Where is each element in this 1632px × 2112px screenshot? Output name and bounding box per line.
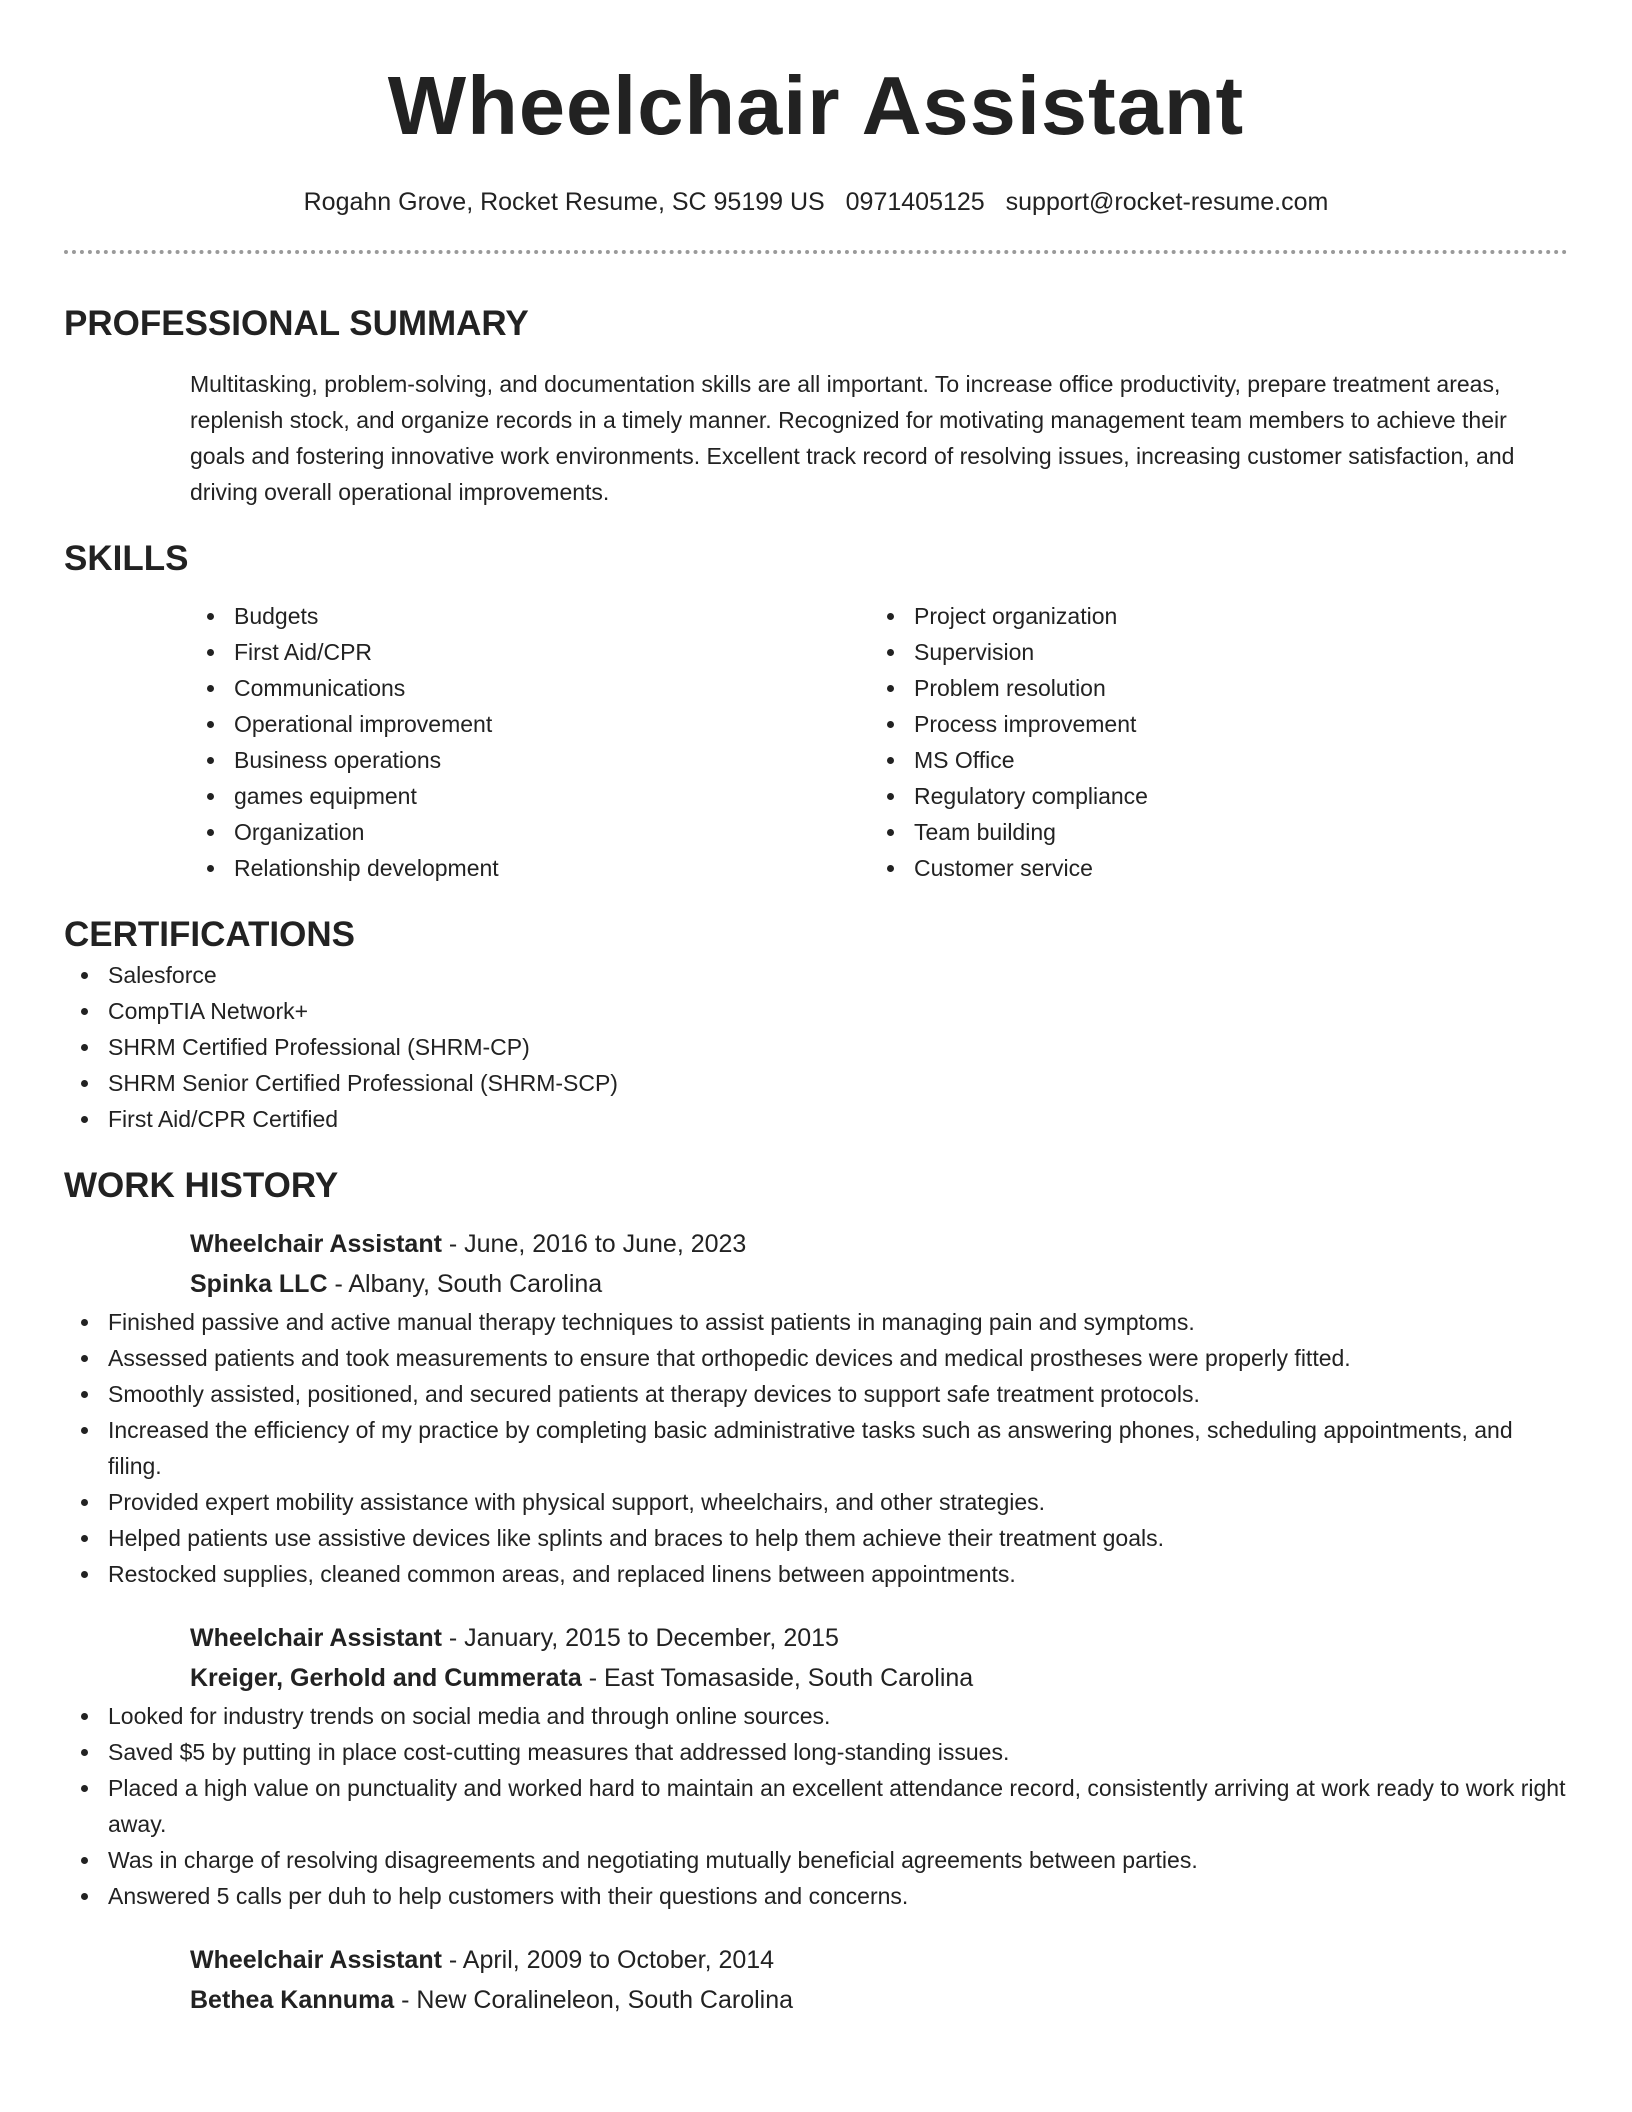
summary-heading: PROFESSIONAL SUMMARY [64,304,529,343]
summary-text: Multitasking, problem-solving, and documentation skills are all important. To increase office productivity, prepare treatment areas, replenish stock, and organize records in a timely manner. Recognized for motivating management team members to achieve their goals and fostering innovative work environments. Excellent track record of resolving issues, increasing customer satisfaction, and driving overall operational improvements. [190,371,1515,505]
job-entry [64,1940,1568,2020]
skill-item: Budgets [190,598,870,634]
skill-item: Project organization [870,598,1550,634]
skill-item: games equipment [190,778,870,814]
certification-item: SHRM Certified Professional (SHRM-CP) [64,1029,1568,1065]
job-dates: - April, 2009 to October, 2014 [441,1946,775,1974]
skill-item: Business operations [190,742,870,778]
job-company: Bethea Kannuma [190,1986,395,2014]
skill-item: Process improvement [870,706,1550,742]
job-bullet: Placed a high value on punctuality and worked hard to maintain an excellent attendance record, consistently arriving at work ready to work right away. [64,1770,1568,1842]
job-bullet: Restocked supplies, cleaned common areas, and replaced linens between appointments. [64,1556,1568,1592]
job-entry [64,1224,1568,1592]
job-title-line [64,1618,1568,1658]
job-company-line [64,1980,1568,2020]
job-dates: - January, 2015 to December, 2015 [441,1624,839,1652]
job-role: Wheelchair Assistant [190,1624,442,1652]
contact-address: Rogahn Grove, Rocket Resume, SC 95199 US [303,188,825,216]
skill-item: Relationship development [190,850,870,886]
contact-phone: 0971405125 [845,188,985,216]
skill-item: Team building [870,814,1550,850]
job-role: Wheelchair Assistant [190,1946,442,1974]
job-entry [64,1618,1568,1914]
job-company-line [64,1264,1568,1304]
job-bullet: Was in charge of resolving disagreements and negotiating mutually beneficial agreements between parties. [64,1842,1568,1878]
job-location: - New Coralineleon, South Carolina [394,1986,794,2014]
skills-right-list [870,598,1550,886]
job-title-line [64,1224,1568,1264]
job-location: - Albany, South Carolina [327,1270,603,1298]
summary-section [64,302,1568,510]
skill-item: Communications [190,670,870,706]
skill-item: First Aid/CPR [190,634,870,670]
job-bullet: Provided expert mobility assistance with physical support, wheelchairs, and other strategies. [64,1484,1568,1520]
candidate-name: Wheelchair Assistant [387,59,1245,152]
job-bullet: Answered 5 calls per duh to help customers with their questions and concerns. [64,1878,1568,1914]
certifications-heading: CERTIFICATIONS [64,915,356,954]
skills-columns [64,598,1568,886]
job-company-line [64,1658,1568,1698]
job-location: - East Tomasaside, South Carolina [581,1664,974,1692]
job-bullet: Saved $5 by putting in place cost-cutting measures that addressed long-standing issues. [64,1734,1568,1770]
certifications-section [64,913,1568,1137]
work-history-heading: WORK HISTORY [64,1166,339,1205]
job-title-line [64,1940,1568,1980]
skill-item: Organization [190,814,870,850]
skill-item: Operational improvement [190,706,870,742]
work-history-section [64,1164,1568,2020]
certification-item: First Aid/CPR Certified [64,1101,1568,1137]
skills-left-list [190,598,870,886]
skills-heading: SKILLS [64,539,189,578]
contact-email: support@rocket-resume.com [1005,188,1329,216]
skill-item: MS Office [870,742,1550,778]
job-company: Spinka LLC [190,1270,328,1298]
job-dates: - June, 2016 to June, 2023 [441,1230,747,1258]
job-role: Wheelchair Assistant [190,1230,442,1258]
skill-item: Regulatory compliance [870,778,1550,814]
skill-item: Supervision [870,634,1550,670]
certifications-list [64,957,1568,1137]
certification-item: SHRM Senior Certified Professional (SHRM-SCP) [64,1065,1568,1101]
skills-section [64,537,1568,886]
job-bullets [64,1698,1568,1914]
certification-item: CompTIA Network+ [64,993,1568,1029]
job-bullet: Looked for industry trends on social media and through online sources. [64,1698,1568,1734]
header-divider [64,250,1568,254]
job-bullet: Helped patients use assistive devices like splints and braces to help them achieve their treatment goals. [64,1520,1568,1556]
job-bullet: Increased the efficiency of my practice by completing basic administrative tasks such as answering phones, scheduling appointments, and filing. [64,1412,1568,1484]
job-bullet: Assessed patients and took measurements to ensure that orthopedic devices and medical prostheses were properly fitted. [64,1340,1568,1376]
job-bullet: Finished passive and active manual therapy techniques to assist patients in managing pain and symptoms. [64,1304,1568,1340]
job-company: Kreiger, Gerhold and Cummerata [190,1664,582,1692]
job-bullets [64,1304,1568,1592]
contact-line [64,185,1568,219]
skill-item: Customer service [870,850,1550,886]
skill-item: Problem resolution [870,670,1550,706]
certification-item: Salesforce [64,957,1568,993]
job-bullet: Smoothly assisted, positioned, and secured patients at therapy devices to support safe treatment protocols. [64,1376,1568,1412]
